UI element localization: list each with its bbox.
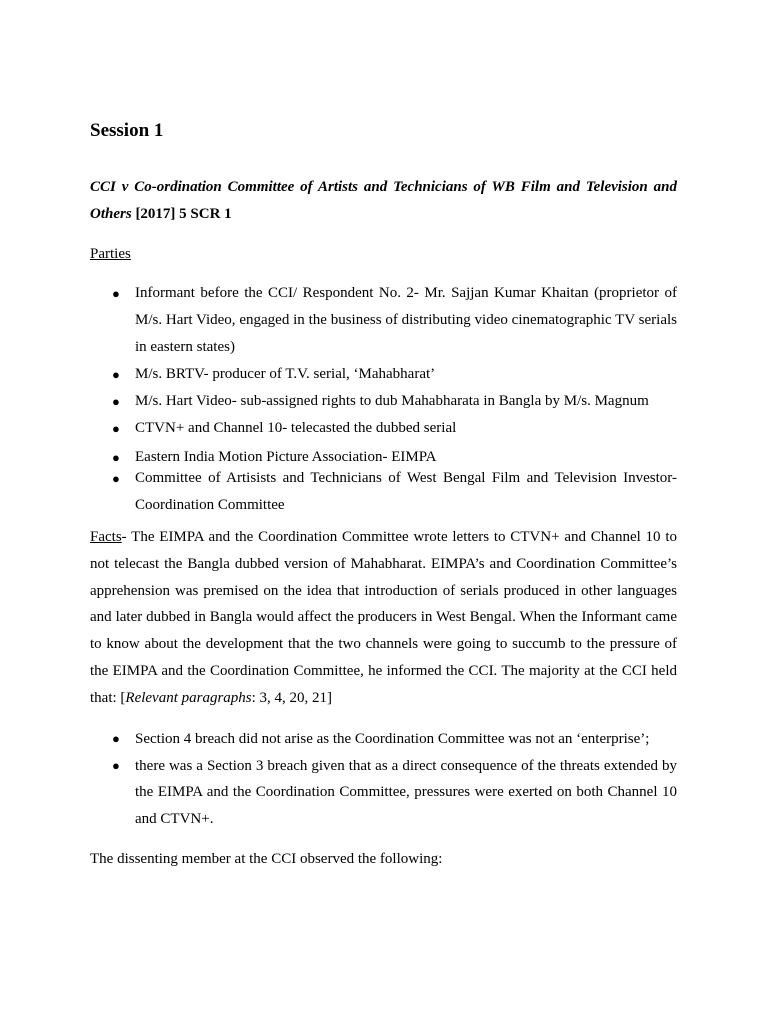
bullet-icon: ●: [112, 757, 120, 773]
list-item-text: CTVN+ and Channel 10- telecasted the dubbed serial: [135, 420, 457, 436]
list-item: [90, 465, 677, 519]
list-item-text: Informant before the CCI/ Respondent No. 2- Mr. Sajjan Kumar Khaitan (proprietor of M/s. Hart Video, engaged in the business of distributing video cinematographic TV serials in eastern states): [135, 285, 677, 355]
case-citation: [2017] 5 SCR 1: [135, 205, 232, 222]
list-item-text: Section 4 breach did not arise as the Coordination Committee was not an ‘enterprise’;: [135, 731, 650, 747]
relevant-paragraphs-label: Relevant paragraphs: [125, 689, 252, 706]
dissent-paragraph: The dissenting member at the CCI observed the following:: [90, 851, 443, 867]
case-name: CCI v Co-ordination Committee of Artists and Technicians of WB Film and Television and Others: [90, 179, 677, 222]
bullet-icon: ●: [112, 421, 120, 436]
facts-heading: Facts: [90, 529, 122, 545]
list-item: [90, 415, 677, 442]
list-item: [90, 753, 677, 833]
list-item: [90, 280, 677, 361]
list-item-text: Eastern India Motion Picture Association- EIMPA: [135, 449, 437, 465]
list-item: [90, 726, 677, 753]
facts-text: - The EIMPA and the Coordination Committee wrote letters to CTVN+ and Channel 10 to not telecast the Bangla dubbed version of Mahabharat. EIMPA’s and Coordination Committee’s apprehension was premised on the idea that introduction of serials produced in other languages and later dubbed in Bangla would affect the producers in West Bengal. When the Informant came to know about the development that the two channels were going to succumb to the pressure of the EIMPA and the Coordination Committee, he informed the CCI. The majority at the CCI held that: [: [90, 529, 677, 706]
case-title: [90, 174, 677, 227]
cci-holdings-list: [90, 726, 677, 832]
list-item-text: Committee of Artisists and Technicians of West Bengal Film and Television Investor-Coordination Committee: [135, 470, 677, 513]
list-item: [90, 388, 677, 415]
parties-heading: [90, 241, 131, 267]
facts-paragraph: [90, 524, 677, 712]
list-item-text: M/s. BRTV- producer of T.V. serial, ‘Mahabharat’: [135, 366, 436, 382]
bullet-icon: ●: [112, 450, 120, 465]
bullet-icon: ●: [112, 286, 120, 301]
parties-list: [90, 280, 677, 519]
list-item-text: there was a Section 3 breach given that as a direct consequence of the threats extended by the EIMPA and the Coordination Committee, pressures were exerted on both Channel 10 and CTVN+.: [135, 757, 677, 827]
list-item: [90, 361, 677, 388]
bullet-icon: ●: [112, 394, 120, 409]
parties-heading-label: Parties: [90, 246, 131, 262]
bullet-icon: ●: [112, 367, 120, 382]
list-item-text: M/s. Hart Video- sub-assigned rights to dub Mahabharata in Bangla by M/s. Magnum: [135, 393, 649, 409]
bullet-icon: ●: [112, 471, 120, 486]
relevant-paragraphs-values: : 3, 4, 20, 21]: [251, 689, 333, 706]
bullet-icon: ●: [112, 731, 120, 746]
session-title: Session 1: [90, 120, 164, 141]
